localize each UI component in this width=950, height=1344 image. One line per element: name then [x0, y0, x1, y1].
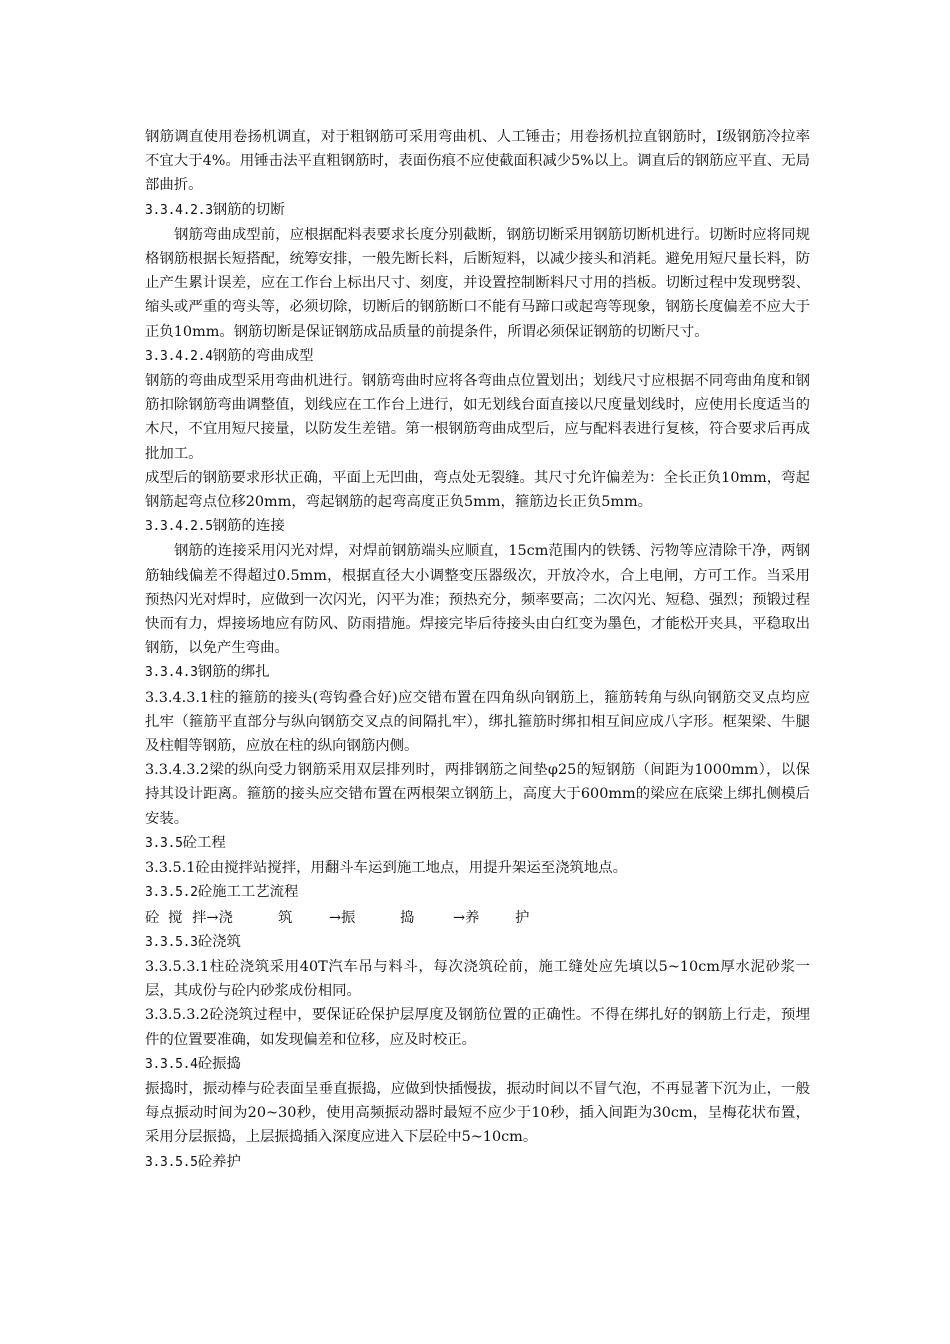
- flow-token: 护: [515, 909, 530, 926]
- paragraph-rebar-straightening: 钢筋调直使用卷扬机调直，对于粗钢筋可采用弯曲机、人工锤击；用卷扬机拉直钢筋时，Ⅰ级钢筋冷拉率不宜大于4%。用锤击法平直粗钢筋时，表面伤痕不应使截面积减少5%以上。调直后的钢筋应平直、无局部曲折。: [145, 129, 810, 194]
- section-heading-curing: [145, 1150, 810, 1175]
- flow-token: →养: [453, 909, 480, 926]
- section-heading-process-flow: [145, 880, 810, 905]
- section-title: 钢筋的绑扎: [197, 664, 270, 681]
- section-heading-vibration: [145, 1052, 810, 1077]
- section-heading-concrete: [145, 831, 810, 856]
- flow-token: →振: [329, 909, 356, 926]
- section-title: 砼养护: [197, 1153, 241, 1170]
- section-title: 砼振捣: [197, 1055, 241, 1072]
- section-heading-bending: [145, 344, 810, 369]
- section-number: 3.3.5.5: [145, 1154, 198, 1170]
- section-number: 3.3.4.2.4: [145, 348, 213, 364]
- paragraph-concrete-mixing: 3.3.5.1砼由搅拌站搅拌，用翻斗车运到施工地点，用提升架运至浇筑地点。: [145, 860, 628, 877]
- section-title: 砼浇筑: [197, 933, 241, 950]
- document-body: [145, 125, 810, 1175]
- section-number: 3.3.5.3: [145, 934, 198, 950]
- section-title: 钢筋的连接: [212, 518, 285, 535]
- paragraph-pouring-process: 3.3.5.3.2砼浇筑过程中，要保证砼保护层厚度及钢筋位置的正确性。不得在绑扎好的钢筋上行走，预埋件的位置要准确，如发现偏差和位移，应及时校正。: [145, 1007, 810, 1048]
- section-title: 砼施工工艺流程: [197, 884, 299, 901]
- paragraph-rebar-connection: 钢筋的连接采用闪光对焊，对焊前钢筋端头应顺直，15cm范围内的铁锈、污物等应清除干净，两钢筋轴线偏差不得超过0.5mm，根据直径大小调整变压器级次，开放冷水，合上电闸，方可工作。当采用预热闪光对焊时，应做到一次闪光，闪平为准；预热充分，频率要高；二次闪光、短稳、强烈；预锻过程快而有力，焊接场地应有防风、防雨措施。焊接完毕后待接头由白红变为墨色，才能松开夹具，平稳取出钢筋，以免产生弯曲。: [145, 543, 810, 657]
- section-heading-binding: [145, 660, 810, 685]
- section-heading-pouring: [145, 930, 810, 955]
- flow-token: 搅: [168, 909, 183, 926]
- paragraph-column-stirrups: 3.3.4.3.1柱的箍筋的接头(弯钩叠合好)应交错布置在四角纵向钢筋上，箍筋转角与纵向钢筋交叉点均应扎牢（箍筋平直部分与纵向钢筋交叉点的间隔扎牢），绑扎箍筋时绑扣相互间应成八字形。框架梁、牛腿及柱帽等钢筋，应放在柱的纵向钢筋内侧。: [145, 689, 810, 755]
- section-number: 3.3.4.2.5: [145, 519, 213, 535]
- paragraph-column-pouring: 3.3.5.3.1柱砼浇筑采用40T汽车吊与料斗，每次浇筑砼前，施工缝处应先填以5~10cm厚水泥砂浆一层，其成份与砼内砂浆成份相同。: [145, 958, 810, 1000]
- paragraph-rebar-cutting: 钢筋弯曲成型前，应根据配料表要求长度分别截断，钢筋切断采用钢筋切断机进行。切断时应将同规格钢筋根据长短搭配，统筹安排，一般先断长料，后断短料，以减少接头和消耗。避免用短尺量长料，防止产生累计误差，应在工作台上标出尺寸、刻度，并设置控制断料尺寸用的挡板。切断过程中发现劈裂、缩头或严重的弯头等，必须切除，切断后的钢筋断口不能有马蹄口或起弯等现象，钢筋长度偏差不应大于正负10mm。钢筋切断是保证钢筋成品质量的前提条件，所谓必须保证钢筋的切断尺寸。: [145, 226, 810, 340]
- section-number: 3.3.5.2: [145, 885, 198, 901]
- paragraph-bending-tolerance: 成型后的钢筋要求形状正确，平面上无凹曲，弯点处无裂缝。其尺寸允许偏差为：全长正负10mm，弯起钢筋起弯点位移20mm，弯起钢筋的起弯高度正负5mm，箍筋边长正负5mm。: [145, 469, 810, 511]
- flow-token: 拌→浇: [192, 909, 233, 926]
- section-title: 钢筋的切断: [212, 201, 285, 218]
- process-flow-line: [145, 906, 810, 930]
- section-heading-connection: [145, 514, 810, 539]
- section-title: 钢筋的弯曲成型: [212, 347, 314, 364]
- paragraph-rebar-bending: 钢筋的弯曲成型采用弯曲机进行。钢筋弯曲时应将各弯曲点位置划出；划线尺寸应根据不同弯曲角度和钢筋扣除钢筋弯曲调整值，划线应在工作台上进行，如无划线台面直接以尺度量划线时，应使用长度适当的木尺，不宜用短尺接量，以防发生差错。第一根钢筋弯曲成型后，应与配料表进行复核，符合要求后再成批加工。: [145, 373, 810, 462]
- section-number: 3.3.5: [145, 835, 183, 851]
- section-title: 砼工程: [182, 834, 226, 851]
- flow-token: 捣: [400, 909, 415, 926]
- paragraph-beam-rebar: 3.3.4.3.2梁的纵向受力钢筋采用双层排列时，两排钢筋之间垫φ25的短钢筋（间距为1000mm），以保持其设计距离。箍筋的接头应交错布置在两根架立钢筋上，高度大于600mm的梁应在底梁上绑扎侧模后安装。: [145, 762, 810, 827]
- section-number: 3.3.4.2.3: [145, 202, 213, 218]
- section-number: 3.3.4.3: [145, 665, 198, 681]
- section-number: 3.3.5.4: [145, 1056, 198, 1072]
- flow-token: 筑: [278, 909, 293, 926]
- flow-token: 砼: [145, 909, 160, 926]
- section-heading-cutting: [145, 198, 810, 223]
- paragraph-vibration: 振捣时，振动棒与砼表面呈垂直振捣，应做到快插慢拔，振动时间以不冒气泡，不再显著下沉为止，一般每点振动时间为20~30秒，使用高频振动器时最短不应少于10秒，插入间距为30cm，呈梅花状布置，采用分层振捣，上层振捣插入深度应进入下层砼中5~10cm。: [145, 1080, 810, 1146]
